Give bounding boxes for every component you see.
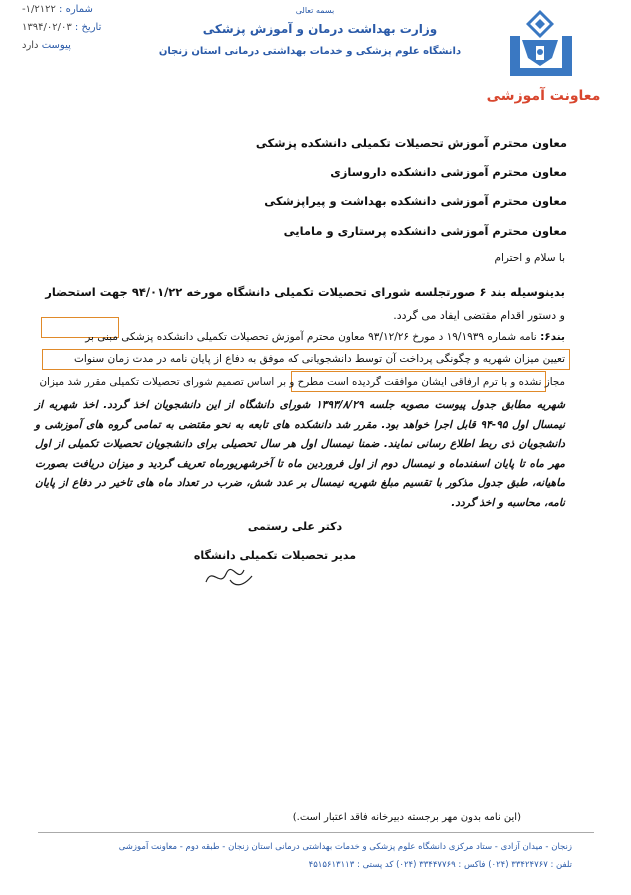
greeting: با سلام و احترام: [494, 252, 565, 264]
deputy-title: معاونت آموزشی: [486, 88, 601, 104]
addressee-3: معاون محترم آموزشی دانشکده بهداشت و پیراپزشکی: [264, 194, 567, 208]
addressee-1: معاون محترم آموزش تحصیلات تکمیلی دانشکده پزشکی: [255, 136, 567, 150]
letter-number: [22, 4, 142, 15]
clause-body: شهریه مطابق جدول پیوست مصوبه جلسه ۱۳۹۳/۸/۲۹ شورای دانشگاه از این دانشجویان اخذ گردد. اخذ شهریه از نیمسال اول ۹۵-۹۴ قابل اجرا خواهد بود. مقرر شد دانشکده های تابعه به نحو مقتضی به تمامی گروه های آموزشی و دانشجویان ذی ربط اطلاع رسانی نمایند. ضمنا نیمسال اول هر سال تحصیلی برای دانشجویان تحصیلات تکمیلی از اول مهر ماه تا پایان اسفندماه و نیمسال دوم از اول فروردین ماه تا آخرشهریورماه تعریف گردید و میزان دریافت بصورت ماهیانه، طبق جدول مذکور با تقسیم مبلغ شهریه نیمسال بر عدد شش، ضرب در تعداد ماه های تاخیر در دفاع از پایان نامه، محاسبه و اخذ گردد.: [35, 399, 566, 509]
ministry-name: وزارت بهداشت درمان و آموزش پزشکی: [202, 22, 438, 36]
number-label: شماره :: [59, 4, 93, 15]
number-value: ۱/۲۱۲۲-: [22, 4, 56, 15]
addressee-4: معاون محترم آموزشی دانشکده پرستاری و مامایی: [283, 224, 567, 238]
footer-divider: [38, 832, 594, 833]
attachment-label: پیوست: [41, 40, 71, 51]
footer-contact: تلفن : ۳۳۴۲۴۷۶۷ (۰۲۴) فاکس : ۳۳۴۴۷۷۶۹ (۰۲۴) کد پستی : ۴۵۱۵۶۱۳۱۱۳: [308, 860, 572, 870]
handwritten-signature: [200, 562, 260, 592]
date-value: ۱۳۹۴/۰۲/۰۳: [22, 22, 72, 33]
footer-address: زنجان - میدان آزادی - ستاد مرکزی دانشگاه علوم پزشکی و خدمات بهداشتی درمانی استان زنجان - طبقه دوم - معاونت آموزشی: [118, 842, 572, 852]
clause-line-1: [25, 331, 565, 343]
letter-date: [22, 22, 142, 33]
clause-line-2: تعیین میزان شهریه و چگونگی پرداخت آن توسط دانشجویانی که موفق به دفاع از پایان نامه در مدت زمان سنوات: [74, 353, 565, 365]
university-logo-icon: [492, 6, 592, 86]
intro-line-1: بدینوسیله بند ۶ صورتجلسه شورای تحصیلات تکمیلی دانشگاه مورخه ۹۴/۰۱/۲۲ جهت استحضار: [45, 285, 565, 299]
addressee-2: معاون محترم آموزشی دانشکده داروسازی: [330, 165, 567, 179]
intro-line-2: و دستور اقدام مقتضی ایفاد می گردد.: [393, 309, 565, 322]
clause-label: بند۶:: [540, 331, 565, 343]
date-label: تاریخ :: [74, 22, 102, 33]
signatory-title: مدیر تحصیلات تکمیلی دانشگاه: [193, 549, 357, 562]
basmala: بسمه تعالی: [295, 6, 335, 15]
clause-line-1-text: نامه شماره ۱۹/۱۹۳۹ د مورخ ۹۳/۱۲/۲۶ معاون محترم آموزش تحصیلات تکمیلی دانشکده پزشکی مبنی بر: [85, 331, 537, 343]
university-name: دانشگاه علوم پزشکی و خدمات بهداشتی درمانی استان زنجان: [158, 46, 462, 57]
validity-note: (این نامه بدون مهر برجسته دبیرخانه فاقد اعتبار است.): [292, 812, 521, 823]
signatory-name: دکتر علی رستمی: [247, 520, 343, 533]
clause-line-3: مجاز نشده و با ترم ارفاقی ایشان موافقت گردیده است مطرح و بر اساس تصمیم شورای تحصیلات تکمیلی مقرر شد میزان: [39, 376, 565, 388]
attachment-value: دارد: [22, 40, 39, 51]
